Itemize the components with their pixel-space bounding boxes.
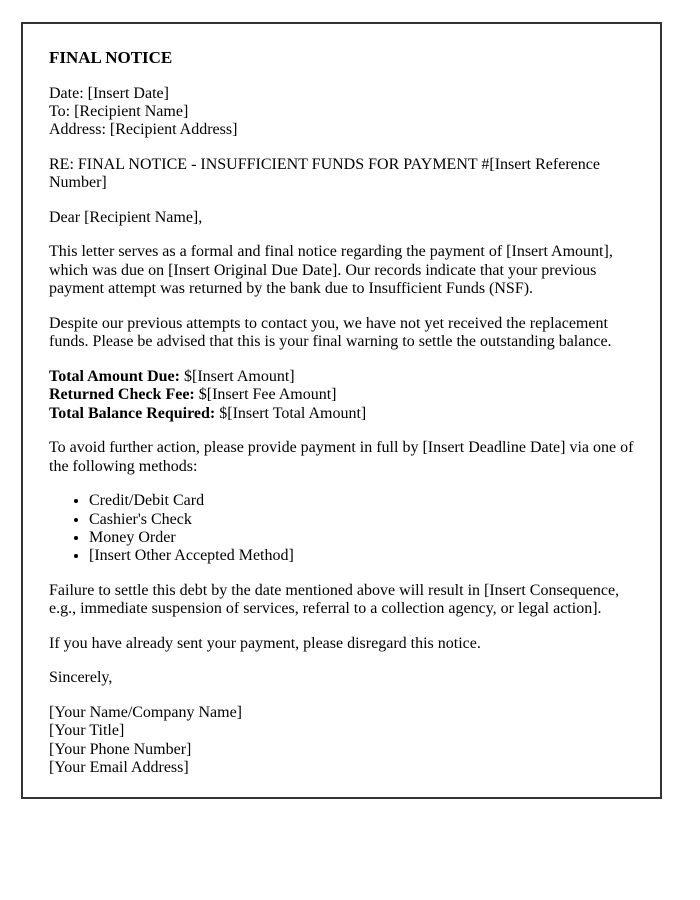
payment-intro-paragraph: To avoid further action, please provide payment in full by [Insert Deadline Date] via one of the following methods: <box>49 439 634 475</box>
returned-check-fee-value: $[Insert Fee Amount] <box>194 386 337 404</box>
payment-method-item: • Credit/Debit Card <box>89 492 634 510</box>
consequence-paragraph: Failure to settle this debt by the date mentioned above will result in [Insert Consequence, e.g., immediate suspension of services, referral to a collection agency, or legal action]. <box>49 581 620 618</box>
total-balance-required-value: $[Insert Total Amount] <box>215 404 367 422</box>
disregard-paragraph: If you have already sent your payment, please disregard this notice. <box>49 634 481 652</box>
payment-method-item: • [Insert Other Accepted Method] <box>89 547 634 565</box>
signature-phone-line: [Your Phone Number] <box>49 740 192 758</box>
date-line: Date: [Insert Date] <box>49 84 169 102</box>
closing: Sincerely, <box>49 669 113 687</box>
notice-letter-page <box>21 22 662 799</box>
total-balance-required-label: Total Balance Required: <box>49 404 216 422</box>
recipient-line: To: [Recipient Name] <box>49 103 189 121</box>
address-line: Address: [Recipient Address] <box>49 121 238 139</box>
total-balance-required-line <box>49 405 634 423</box>
signature-title-line: [Your Title] <box>49 722 125 740</box>
returned-check-fee-label: Returned Check Fee: <box>49 386 195 404</box>
signature-name-line: [Your Name/Company Name] <box>49 703 243 721</box>
letter-title: FINAL NOTICE <box>49 48 173 67</box>
payment-method-item: • Cashier's Check <box>89 511 634 529</box>
returned-check-fee-line <box>49 386 634 404</box>
payment-method-item: • Money Order <box>89 529 634 547</box>
letter-meta-block <box>49 85 634 140</box>
signature-email-line: [Your Email Address] <box>49 759 189 777</box>
signature-block <box>49 704 634 778</box>
salutation: Dear [Recipient Name], <box>49 208 203 226</box>
total-amount-due-value: $[Insert Amount] <box>179 367 295 385</box>
warning-paragraph: Despite our previous attempts to contact you, we have not yet received the replacement funds. Please be advised that this is your final warning to settle the outstanding balance. <box>49 314 612 351</box>
subject-line: RE: FINAL NOTICE - INSUFFICIENT FUNDS FOR PAYMENT #[Insert Reference Number] <box>49 155 600 192</box>
payment-methods-list <box>49 492 634 566</box>
notice-paragraph: This letter serves as a formal and final notice regarding the payment of [Insert Amount], which was due on [Insert Original Due Date]. Our records indicate that your previous payment attempt was returned by the bank due to Insufficient Funds (NSF). <box>49 243 613 298</box>
total-amount-due-label: Total Amount Due: <box>49 367 180 385</box>
amounts-block <box>49 368 634 423</box>
total-amount-due-line <box>49 368 634 386</box>
